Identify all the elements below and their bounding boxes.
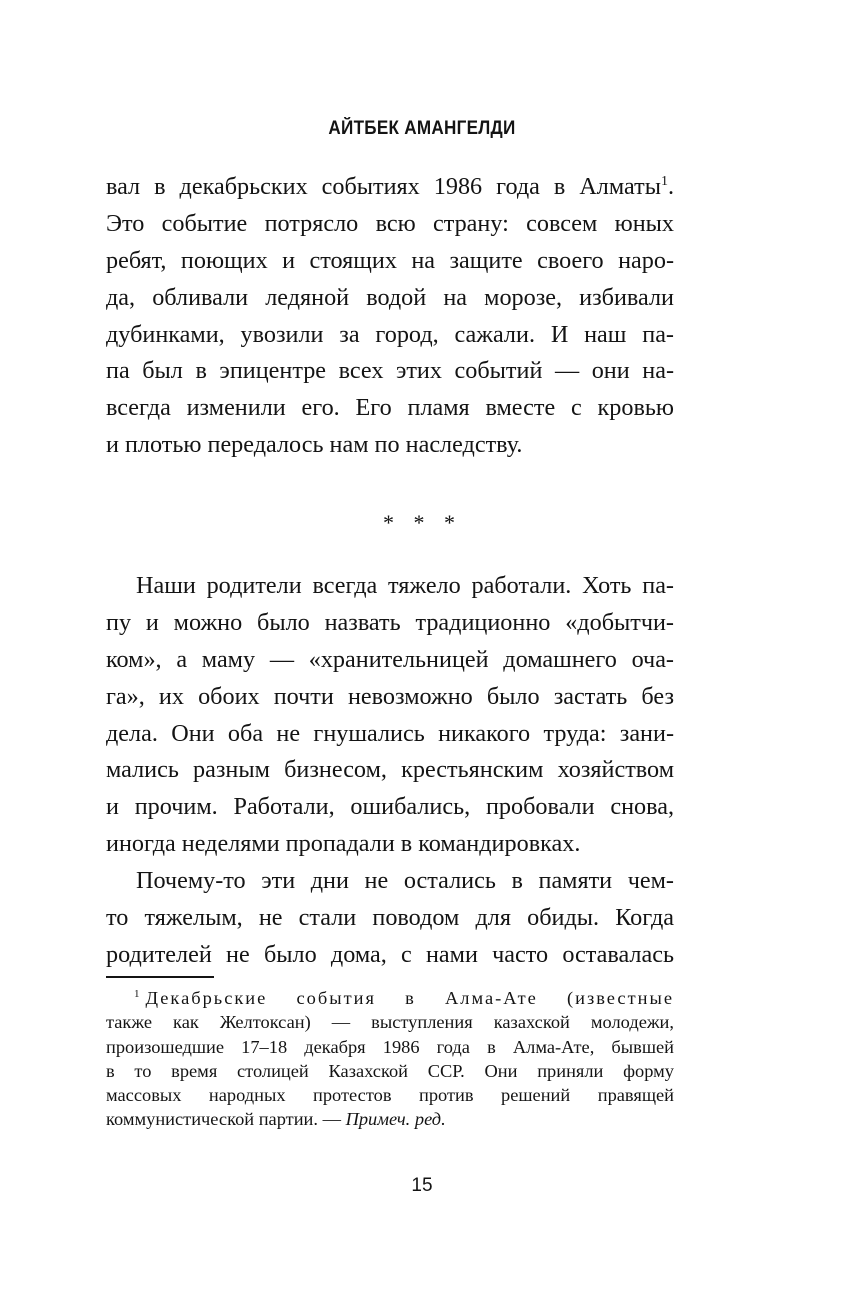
text-line: па был в эпицентре всех этих событий — они на-: [106, 357, 674, 385]
footnote: [106, 986, 674, 1132]
text-line: ком», а маму — «хранительницей домашнего оча-: [106, 645, 674, 673]
editor-note: Примеч. ред.: [345, 1109, 446, 1130]
text-line: Это событие потрясло всю страну: совсем юных: [106, 209, 674, 237]
paragraph-3: [106, 863, 674, 974]
text-line: иногда неделями пропадали в командировках.: [106, 830, 581, 858]
text-line: ребят, поющих и стоящих на защите своего наро-: [106, 246, 674, 274]
text-line: Наши родители всегда тяжело работали. Хоть па-: [136, 572, 674, 599]
footnote-divider: [106, 976, 214, 978]
text-line: родителей не было дома, с нами часто оставалась: [106, 940, 674, 968]
text-line: га», их обоих почти невозможно было застать без: [106, 682, 674, 710]
page-number: 15: [411, 1175, 433, 1196]
text-line: всегда изменили его. Его пламя вместе с кровью: [106, 394, 674, 422]
paragraph-2: [106, 568, 674, 863]
footnote-reference[interactable]: 1: [660, 174, 668, 189]
footnote-line: также как Желтоксан) — выступления казахской молодежи,: [106, 1012, 674, 1033]
paragraph-1: [106, 169, 674, 464]
footnote-number: 1: [134, 988, 140, 1000]
footnote-line: произошедшие 17–18 декабря 1986 года в Алма-Ате, бывшей: [106, 1036, 674, 1057]
text-line: Почему-то эти дни не остались в памяти чем-: [136, 867, 674, 894]
text-line: мались разным бизнесом, крестьянским хозяйством: [106, 756, 674, 784]
text-line: и плотью передалось нам по наследству.: [106, 431, 523, 459]
text-line: дубинками, увозили за город, сажали. И наш па-: [106, 320, 674, 348]
text-line: вал в декабрьских событиях 1986 года в Алматы$^1$.: [106, 173, 674, 200]
footnote-line: массовых народных протестов против решений правящей: [106, 1085, 674, 1106]
footnote-line: $^1$ Декабрьские события в Алма-Ате (известные: [134, 988, 674, 1008]
text-line: дела. Они оба не гнушались никакого труда: зани-: [106, 719, 674, 747]
footnote-line: в то время столицей Казахской ССР. Они приняли форму: [106, 1060, 674, 1081]
text-line: и прочим. Работали, ошибались, пробовали снова,: [106, 793, 674, 821]
section-separator: * * *: [383, 510, 461, 535]
text-line: то тяжелым, не стали поводом для обиды. Когда: [106, 903, 674, 931]
running-header: АЙТБЕК АМАНГЕЛДИ: [328, 118, 516, 139]
text-line: пу и можно было назвать традиционно «добытчи-: [106, 608, 674, 636]
text-line: да, обливали ледяной водой на морозе, избивали: [106, 283, 674, 311]
footnote-line: коммунистической партии. — Примеч. ред.: [106, 1109, 446, 1130]
